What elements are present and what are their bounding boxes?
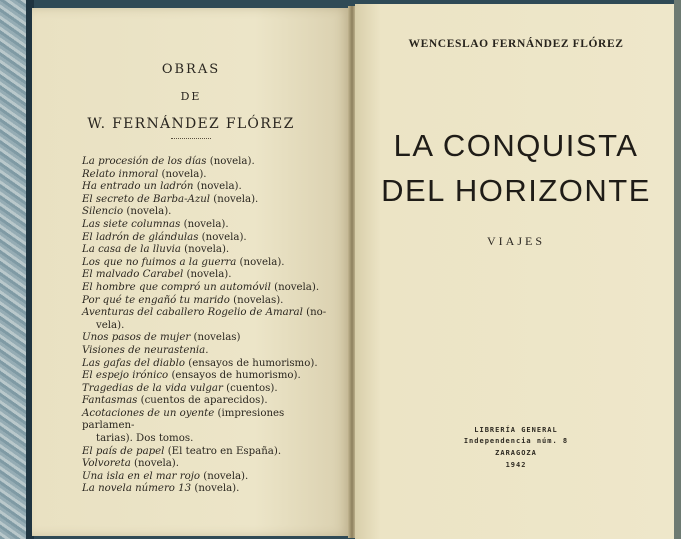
works-list (82, 156, 332, 496)
work-note: (novela). (191, 483, 240, 495)
work-item (82, 257, 332, 270)
work-note: (cuentos de aparecidos). (137, 395, 268, 407)
marbled-endpaper (0, 0, 28, 539)
work-note-continuation: vela). (96, 319, 125, 331)
work-item (82, 156, 332, 169)
work-item (82, 194, 332, 207)
right-page (355, 4, 677, 539)
work-note: (impresiones parlamen- (82, 407, 285, 432)
work-note: (novela). (130, 458, 180, 470)
work-title: El secreto de Barba-Azul (82, 193, 211, 205)
work-item (82, 370, 332, 383)
work-note: (novela). (193, 181, 242, 193)
work-title: Las gafas del diablo (82, 357, 186, 369)
left-page (32, 8, 350, 536)
work-note: (novela). (180, 218, 229, 230)
work-title: Fantasmas (82, 395, 138, 407)
work-title: Acotaciones de un oyente (82, 407, 215, 419)
work-title: El hombre que compró un automóvil (82, 281, 271, 293)
work-title: El país de papel (82, 445, 165, 457)
book-subtitle: VIAJES (486, 234, 545, 248)
work-title: Relato inmoral (82, 168, 159, 180)
work-title: La novela número 13 (82, 483, 192, 495)
work-note: (ensayos de humorismo). (168, 370, 301, 382)
work-title: Silencio (82, 206, 124, 218)
work-title: El espejo irónico (82, 370, 169, 382)
works-heading-de: DE (180, 90, 202, 103)
work-title: El malvado Carabel (82, 269, 184, 281)
work-title: Los que no fuimos a la guerra (82, 256, 237, 268)
work-note: (no- (302, 307, 327, 319)
work-title: La casa de la lluvia (82, 244, 181, 256)
cover-edge-right (674, 0, 681, 539)
work-note: (novela). (270, 281, 320, 293)
work-item (82, 332, 332, 345)
work-title: La procesión de los días (82, 156, 207, 167)
work-title: Por qué te engañó tu marido (82, 294, 230, 306)
work-item (82, 181, 332, 194)
work-item (82, 471, 332, 484)
work-title: Aventuras del caballero Rogelio de Amaral (82, 307, 303, 319)
work-note: (novelas). (229, 294, 284, 306)
author-name: WENCESLAO FERNÁNDEZ FLÓREZ (408, 38, 624, 50)
work-item (82, 383, 332, 396)
publisher-city: ZARAGOZA (495, 449, 537, 457)
work-item (82, 219, 332, 232)
work-note: (novela). (198, 231, 247, 243)
publisher-name: LIBRERÍA GENERAL (474, 426, 558, 434)
book-title-line1: LA CONQUISTA (393, 128, 639, 163)
publication-year: 1942 (505, 461, 527, 469)
work-note: (novela). (200, 470, 249, 482)
work-item (82, 269, 332, 282)
work-note: (novela). (180, 244, 230, 256)
work-item (82, 483, 332, 496)
work-item (82, 446, 332, 459)
work-item (82, 395, 332, 408)
work-note: (El teatro en España). (164, 445, 282, 457)
works-heading-author: W. FERNÁNDEZ FLÓREZ (87, 116, 295, 132)
work-item (82, 458, 332, 471)
work-note: (novelas) (190, 332, 241, 344)
work-note: (novela). (158, 168, 207, 180)
work-note: (novela). (210, 193, 259, 205)
work-title: Tragedias de la vida vulgar (82, 382, 223, 394)
work-note: (cuentos). (222, 382, 278, 394)
work-item (82, 206, 332, 219)
work-note: (ensayos de humorismo). (185, 357, 318, 369)
work-item (82, 307, 332, 332)
work-item (82, 358, 332, 371)
work-note: (novela). (183, 269, 232, 281)
heading-rule (171, 138, 211, 139)
work-title: Unos pasos de mujer (82, 332, 191, 344)
work-title: Una isla en el mar rojo (82, 470, 201, 482)
work-title: El ladrón de glándulas (82, 231, 199, 243)
work-title: Las siete columnas (82, 218, 181, 230)
work-title: Visiones de neurastenia. (82, 344, 209, 356)
publisher-address: Independencia núm. 8 (463, 437, 569, 445)
work-item (82, 408, 332, 446)
work-title: Volvoreta (82, 458, 131, 470)
book-title-line2: DEL HORIZONTE (381, 173, 651, 208)
work-item (82, 232, 332, 245)
work-note-continuation: tarias). Dos tomos. (96, 433, 194, 445)
work-item (82, 295, 332, 308)
work-note: (novela). (236, 256, 285, 268)
work-item (82, 244, 332, 257)
work-note: (novela). (206, 156, 255, 167)
works-heading-obras: OBRAS (161, 62, 221, 77)
work-note: (novela). (123, 206, 172, 218)
work-item (82, 345, 332, 358)
work-item (82, 169, 332, 182)
work-item (82, 282, 332, 295)
work-title: Ha entrado un ladrón (82, 181, 194, 193)
